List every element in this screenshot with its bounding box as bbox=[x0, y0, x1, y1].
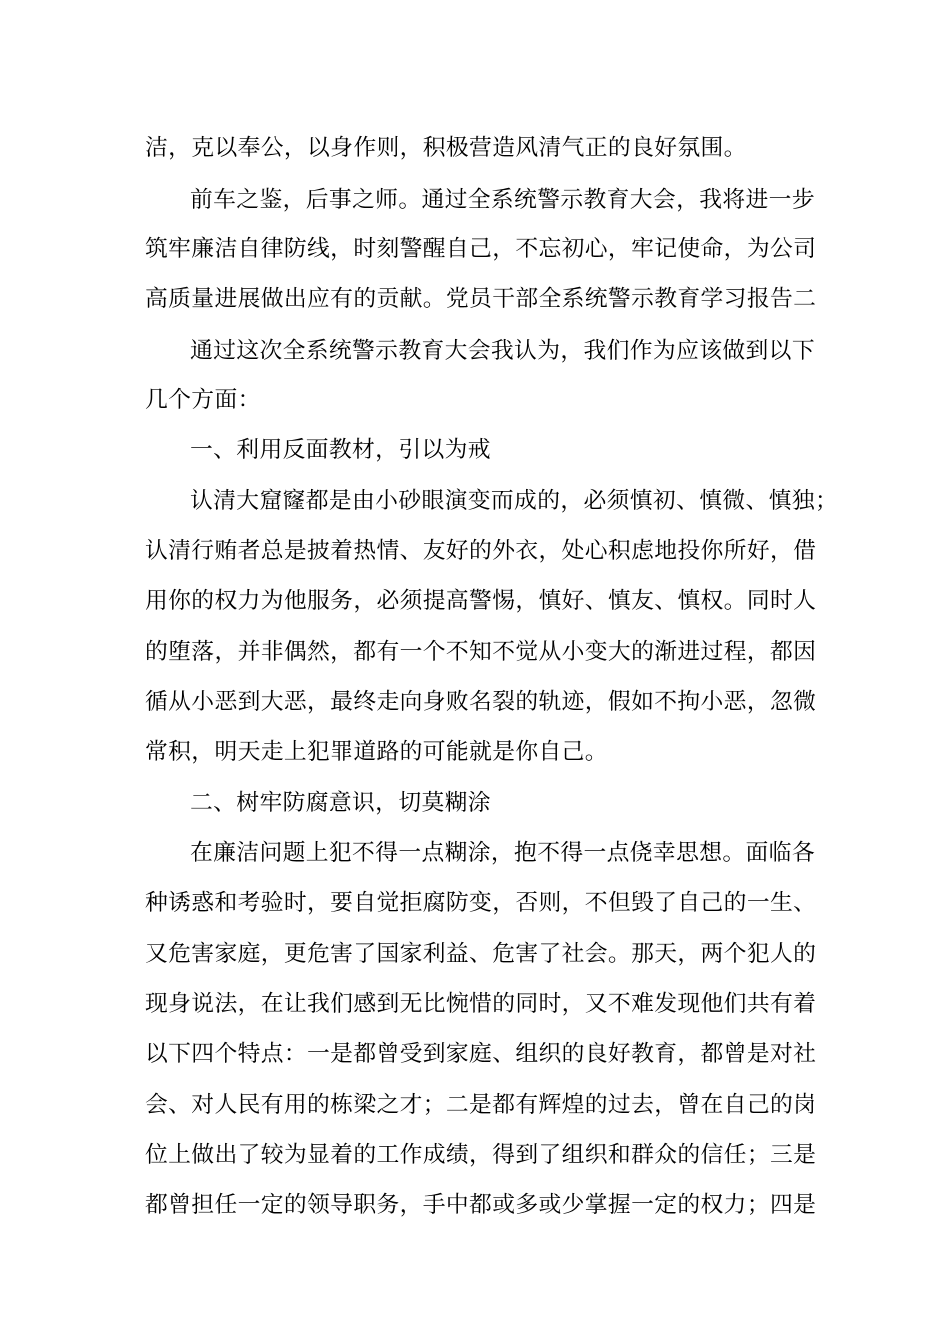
text-line: 筑牢廉洁自律防线，时刻警醒自己，不忘初心，牢记使命，为公司 bbox=[145, 236, 817, 262]
text-line: 位上做出了较为显着的工作成绩，得到了组织和群众的信任；三是 bbox=[145, 1142, 817, 1168]
text-line: 洁，克以奉公，以身作则，积极营造风清气正的良好氛围。 bbox=[145, 135, 747, 161]
text-line: 用你的权力为他服务，必须提高警惕，慎好、慎友、慎权。同时人 bbox=[145, 588, 817, 614]
section-heading: 一、利用反面教材，引以为戒 bbox=[190, 437, 491, 463]
text-line: 现身说法，在让我们感到无比惋惜的同时，又不难发现他们共有着 bbox=[145, 991, 817, 1017]
text-line: 循从小恶到大恶，最终走向身败名裂的轨迹，假如不拘小恶，忽微 bbox=[145, 689, 817, 715]
text-line: 又危害家庭，更危害了国家利益、危害了社会。那天，两个犯人的 bbox=[145, 941, 817, 967]
text-line: 几个方面： bbox=[145, 387, 261, 413]
text-line: 在廉洁问题上犯不得一点糊涂，抱不得一点侥幸思想。面临各 bbox=[190, 840, 815, 866]
text-line: 前车之鉴，后事之师。通过全系统警示教育大会，我将进一步 bbox=[190, 187, 815, 213]
text-line: 种诱惑和考验时，要自觉拒腐防变，否则，不但毁了自己的一生、 bbox=[145, 890, 817, 916]
text-line: 通过这次全系统警示教育大会我认为，我们作为应该做到以下 bbox=[190, 338, 815, 364]
text-line: 认清大窟窿都是由小砂眼演变而成的，必须慎初、慎微、慎独； bbox=[190, 488, 839, 514]
text-line: 的堕落，并非偶然，都有一个不知不觉从小变大的渐进过程，都因 bbox=[145, 639, 817, 665]
text-line: 都曾担任一定的领导职务，手中都或多或少掌握一定的权力；四是 bbox=[145, 1192, 817, 1218]
text-line: 高质量进展做出应有的贡献。党员干部全系统警示教育学习报告二 bbox=[145, 286, 817, 312]
text-line: 会、对人民有用的栋梁之才；二是都有辉煌的过去，曾在自己的岗 bbox=[145, 1092, 817, 1118]
section-heading: 二、树牢防腐意识，切莫糊涂 bbox=[190, 790, 491, 816]
text-line: 认清行贿者总是披着热情、友好的外衣，处心积虑地投你所好，借 bbox=[145, 538, 817, 564]
text-line: 以下四个特点：一是都曾受到家庭、组织的良好教育，都曾是对社 bbox=[145, 1041, 817, 1067]
text-line: 常积，明天走上犯罪道路的可能就是你自己。 bbox=[145, 739, 608, 765]
